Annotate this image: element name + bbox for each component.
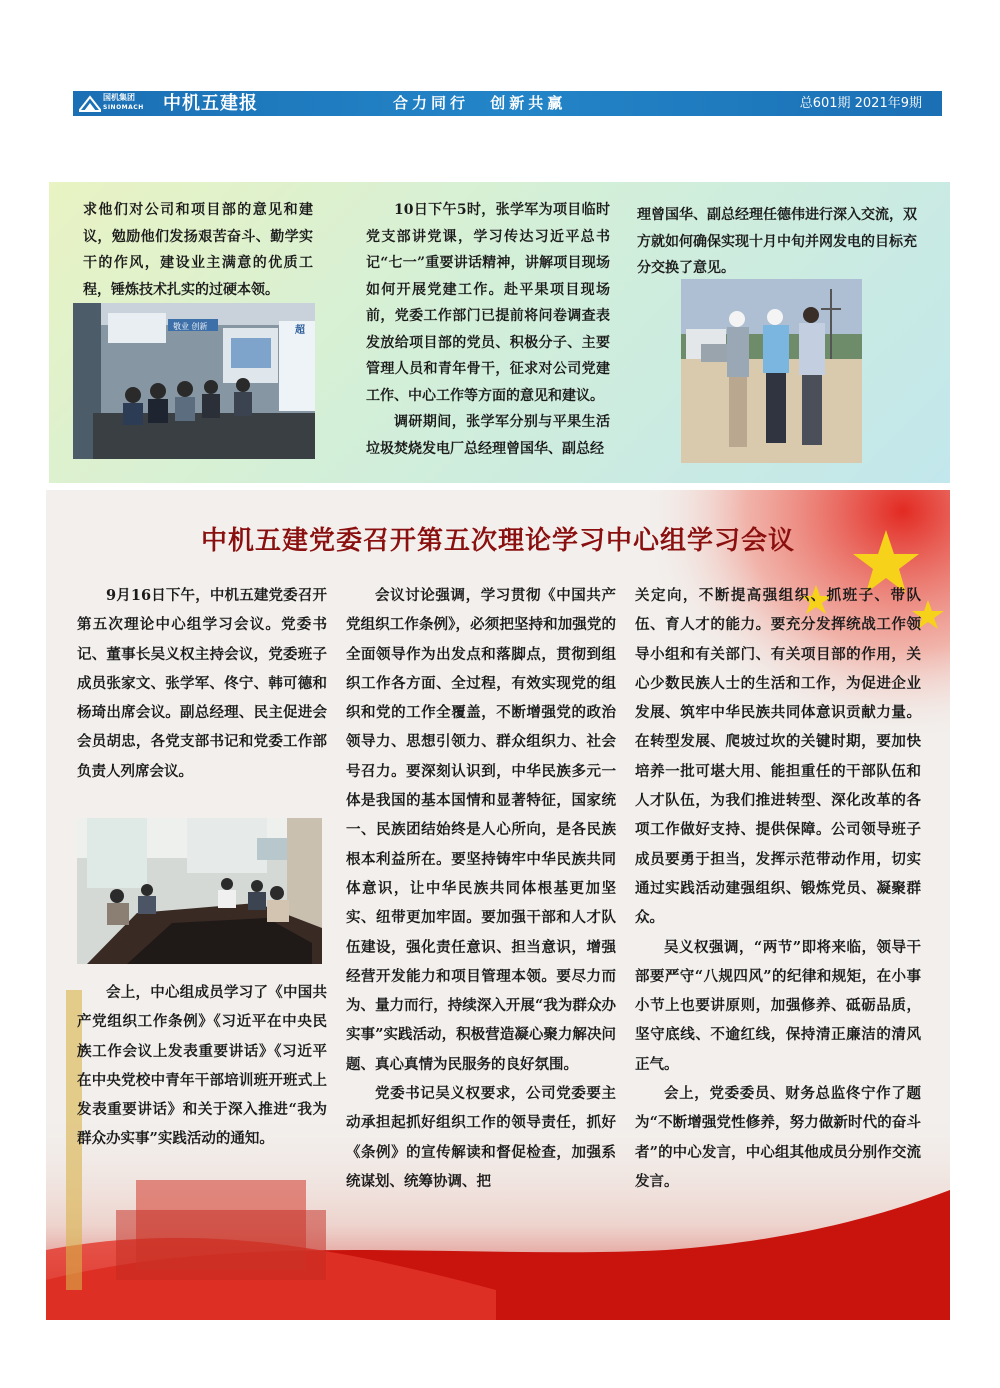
main-article [46,490,950,1320]
logo-english-name: SINOMACH [103,104,144,111]
article-column-2 [346,581,616,1196]
article-col2-paragraph-2: 党委书记吴义权要求，公司党委要主动承担起抓好组织工作的领导责任，抓好《条例》的宣传解读和督促检查，加强系统谋划、统筹协调、把 [346,1085,616,1190]
masthead-bar [73,91,942,116]
study-meeting-photo-illustration [77,818,322,964]
article-column-1-bottom [77,978,327,1154]
previous-article-continuation [49,182,950,483]
site-visit-photo-illustration [681,279,862,463]
article-col1-paragraph-1: 9月16日下午，中机五建党委召开第五次理论中心组学习会议。党委书记、董事长吴义权主持会议，党委班子成员张家文、张学军、佟宁、韩可德和杨琦出席会议。副总经理、民主促进会会员胡忠，各党支部书记和党委工作部负责人列席会议。 [77,587,327,780]
study-meeting-photo [77,818,322,964]
top-column-2 [366,197,610,462]
article-col3-paragraph-2: 吴义权强调，“两节”即将来临，领导干部要严守“八规四风”的纪律和规矩，在小事小节上也要讲原则，加强修养、砥砺品质，坚守底线、不逾红线，保持清正廉洁的清风正气。 [635,938,921,1073]
article-col3-paragraph-1: 关定向，不断提高强组织、抓班子、带队伍、育人才的能力。要充分发挥统战工作领导小组和有关部门、有关项目部的作用，关心少数民族人士的生活和工作，为促进企业发展、筑牢中华民族共同体意识贡献力量。在转型发展、爬坡过坎的关键时期，要加快培养一批可堪大用、能担重任的干部队伍和人才队伍，为我们推进转型、深化改革的各项工作做好支持、提供保障。公司领导班子成员要勇于担当，发挥示范带动作用，切实通过实践活动建强组织、锻炼党员、凝聚群众。 [635,587,921,927]
article-col3-paragraph-3: 会上，党委委员、财务总监佟宁作了题为“不断增强党性修养，努力做新时代的奋斗者”的中心发言，中心组其他成员分别作交流发言。 [635,1085,921,1190]
sinomach-logo-icon [79,95,101,112]
top-col3-paragraph: 理曾国华、副总经理任德伟进行深入交流，双方就如何确保实现十月中旬并网发电的目标充分交换了意见。 [637,207,917,276]
logo-group-name: 国机集团 [103,93,135,102]
masthead-slogan: 合力同行 创新共赢 [393,94,567,112]
photo1-banner-text: 敬业 创新 [173,322,208,331]
newspaper-name: 中机五建报 [163,93,258,114]
top-column-1 [83,197,313,303]
top-col2-paragraph-2: 调研期间，张学军分别与平果生活垃圾焚烧发电厂总经理曾国华、副总经 [366,414,610,457]
top-column-3 [637,202,917,282]
photo1-banner-text-2: 超 [295,325,305,336]
meeting-room-photo-illustration [73,303,315,459]
issue-number: 总601期 2021年9期 [799,96,922,111]
article-column-1-top [77,581,327,786]
meeting-room-photo [73,303,315,459]
site-visit-photo [681,279,862,463]
top-col2-paragraph-1: 10日下午5时，张学军为项目临时党支部讲党课，学习传达习近平总书记“七一”重要讲话精神，讲解项目现场如何开展党建工作。赴平果项目现场前，党委工作部门已提前将问卷调查表发放给项目部的党员、积极分子、主要管理人员和青年骨干，征求对公司党建工作、中心工作等方面的意见和建议。 [366,202,610,404]
article-title: 中机五建党委召开第五次理论学习中心组学习会议 [200,526,795,556]
article-col2-paragraph-1: 会议讨论强调，学习贯彻《中国共产党组织工作条例》，必须把坚持和加强党的全面领导作为出发点和落脚点，贯彻到组织工作各方面、全过程，有效实现党的组织和党的工作全覆盖，不断增强党的政治领导力、思想引领力、群众组织力、社会号召力。要深刻认识到，中华民族多元一体是我国的基本国情和显著特征，国家统一、民族团结始终是人心所向，是各民族根本利益所在。要坚持铸牢中华民族共同体意识，让中华民族共同体根基更加坚实、纽带更加牢固。要加强干部和人才队伍建设，强化责任意识、担当意识，增强经营开发能力和项目管理本领。要尽力而为、量力而行，持续深入开展“我为群众办实事”实践活动，积极营造凝心聚力解决问题、真心真情为民服务的良好氛围。 [346,587,616,1073]
article-col1-paragraph-2: 会上，中心组成员学习了《中国共产党组织工作条例》《习近平在中央民族工作会议上发表重要讲话》《习近平在中央党校中青年干部培训班开班式上发表重要讲话》和关于深入推进“我为群众办实事”实践活动的通知。 [77,984,327,1148]
article-column-3 [635,581,921,1196]
top-col1-paragraph: 求他们对公司和项目部的意见和建议，勉励他们发扬艰苦奋斗、勤学实干的作风，建设业主满意的优质工程，锤炼技术扎实的过硬本领。 [83,202,313,298]
